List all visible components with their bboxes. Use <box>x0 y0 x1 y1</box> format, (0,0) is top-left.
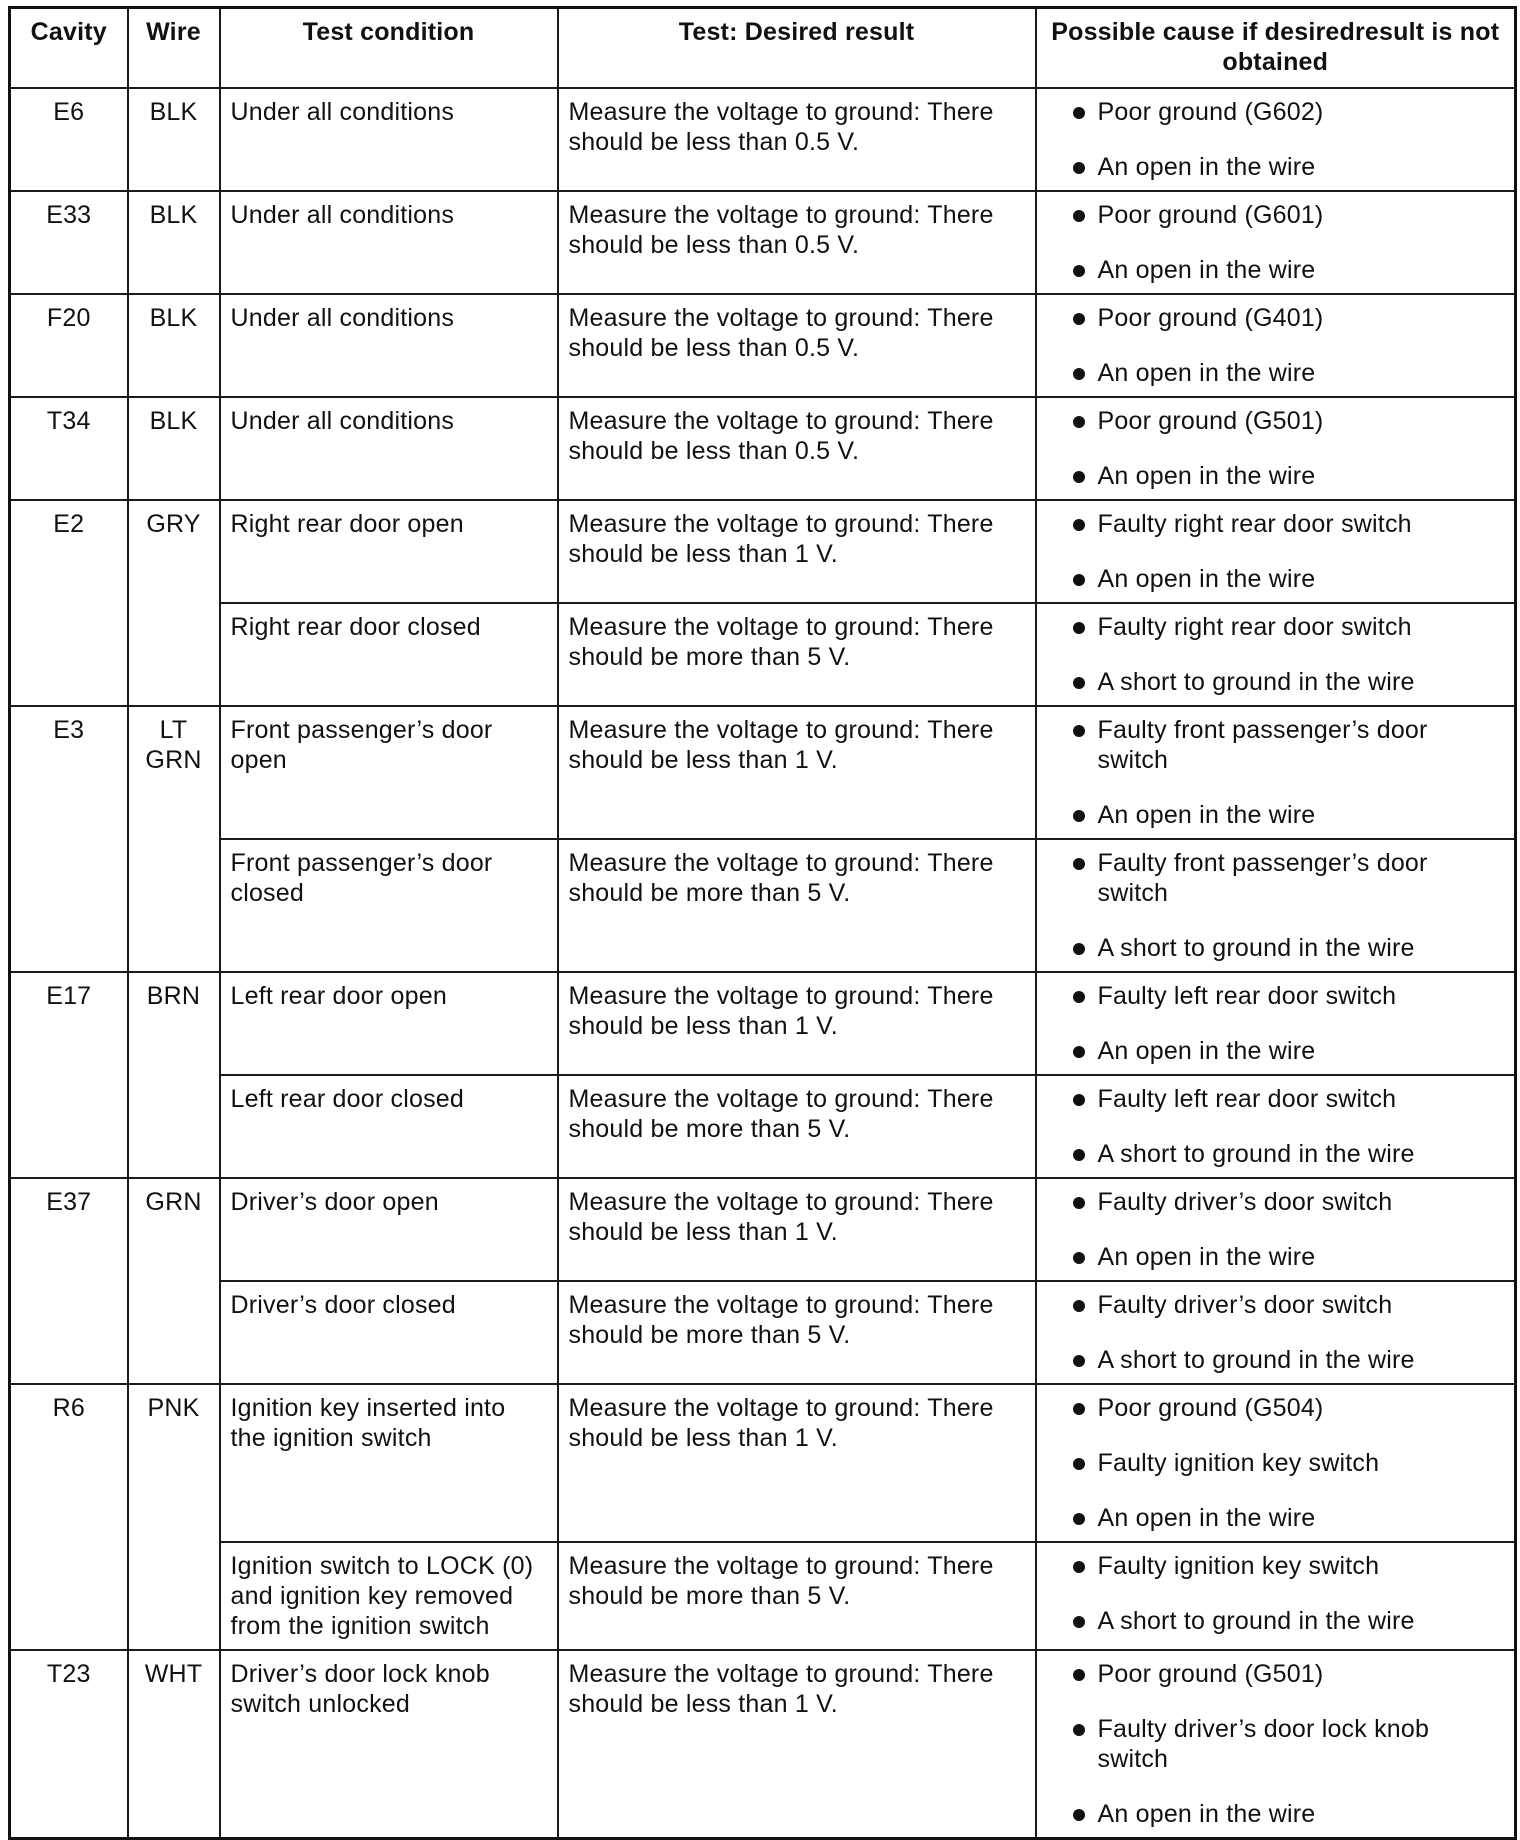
bullet-icon <box>1073 1616 1085 1628</box>
cause-list <box>1047 1393 1505 1533</box>
cause-item <box>1047 1799 1505 1829</box>
test-condition-cell: Ignition key inserted into the ignition switch <box>220 1384 558 1542</box>
bullet-icon <box>1073 1197 1085 1209</box>
bullet-icon <box>1073 1046 1085 1058</box>
possible-cause-cell <box>1036 1384 1516 1542</box>
header-possible-cause: Possible cause if desiredresult is not obtained <box>1036 8 1516 89</box>
table-row <box>10 839 1516 972</box>
table-row <box>10 706 1516 839</box>
bullet-icon <box>1073 1561 1085 1573</box>
cavity-cell: F20 <box>10 294 128 397</box>
cause-list <box>1047 1290 1505 1375</box>
cause-item <box>1047 1659 1505 1689</box>
desired-result-cell: Measure the voltage to ground: There should be less than 0.5 V. <box>558 191 1036 294</box>
cause-text: Poor ground (G501) <box>1097 407 1324 435</box>
test-condition-cell: Left rear door closed <box>220 1075 558 1178</box>
wire-cell: LT GRN <box>128 706 220 972</box>
desired-result-cell: Measure the voltage to ground: There should be less than 1 V. <box>558 1178 1036 1281</box>
cause-item <box>1047 800 1505 830</box>
cause-text: An open in the wire <box>1097 1243 1316 1271</box>
cause-list <box>1047 1659 1505 1829</box>
cause-item <box>1047 1187 1505 1217</box>
desired-result-cell: Measure the voltage to ground: There should be less than 0.5 V. <box>558 294 1036 397</box>
cavity-cell: T23 <box>10 1650 128 1839</box>
table-row <box>10 1178 1516 1281</box>
bullet-icon <box>1073 265 1085 277</box>
desired-result-cell: Measure the voltage to ground: There should be less than 1 V. <box>558 500 1036 603</box>
desired-result-cell: Measure the voltage to ground: There should be less than 0.5 V. <box>558 88 1036 191</box>
cause-item <box>1047 200 1505 230</box>
bullet-icon <box>1073 107 1085 119</box>
desired-result-cell: Measure the voltage to ground: There should be less than 1 V. <box>558 972 1036 1075</box>
bullet-icon <box>1073 1403 1085 1415</box>
possible-cause-cell <box>1036 500 1516 603</box>
cause-list <box>1047 1187 1505 1272</box>
cause-item <box>1047 933 1505 963</box>
cause-item <box>1047 564 1505 594</box>
cause-text: Poor ground (G501) <box>1097 1660 1324 1688</box>
possible-cause-cell <box>1036 294 1516 397</box>
bullet-icon <box>1073 725 1085 737</box>
cause-text: An open in the wire <box>1097 801 1316 829</box>
bullet-icon <box>1073 622 1085 634</box>
possible-cause-cell <box>1036 1542 1516 1650</box>
cavity-cell: T34 <box>10 397 128 500</box>
cause-text: Faulty driver’s door switch <box>1097 1291 1393 1319</box>
bullet-icon <box>1073 1252 1085 1264</box>
cause-list <box>1047 509 1505 594</box>
cause-item <box>1047 461 1505 491</box>
cause-text: Faulty front passenger’s door switch <box>1097 849 1428 907</box>
header-cavity: Cavity <box>10 8 128 89</box>
cause-item <box>1047 1448 1505 1478</box>
table-row <box>10 1281 1516 1384</box>
cavity-cell: E17 <box>10 972 128 1178</box>
cause-text: A short to ground in the wire <box>1097 1607 1415 1635</box>
cause-list <box>1047 1084 1505 1169</box>
cause-text: Poor ground (G401) <box>1097 304 1324 332</box>
cause-item <box>1047 152 1505 182</box>
cavity-cell: E33 <box>10 191 128 294</box>
test-condition-cell: Driver’s door closed <box>220 1281 558 1384</box>
cause-list <box>1047 848 1505 963</box>
cause-text: Faulty right rear door switch <box>1097 613 1412 641</box>
test-condition-cell: Front passenger’s door closed <box>220 839 558 972</box>
bullet-icon <box>1073 574 1085 586</box>
test-condition-cell: Right rear door closed <box>220 603 558 706</box>
cause-text: Poor ground (G504) <box>1097 1394 1324 1422</box>
bullet-icon <box>1073 162 1085 174</box>
diagnostic-table <box>8 6 1517 1840</box>
cause-text: A short to ground in the wire <box>1097 1140 1415 1168</box>
cause-list <box>1047 97 1505 182</box>
possible-cause-cell <box>1036 88 1516 191</box>
cause-text: An open in the wire <box>1097 1504 1316 1532</box>
cause-item <box>1047 715 1505 775</box>
test-condition-cell: Driver’s door lock knob switch unlocked <box>220 1650 558 1839</box>
possible-cause-cell <box>1036 397 1516 500</box>
bullet-icon <box>1073 677 1085 689</box>
table-row <box>10 1650 1516 1839</box>
bullet-icon <box>1073 1300 1085 1312</box>
bullet-icon <box>1073 471 1085 483</box>
cause-text: Faulty front passenger’s door switch <box>1097 716 1428 774</box>
cause-text: Faulty ignition key switch <box>1097 1552 1380 1580</box>
bullet-icon <box>1073 810 1085 822</box>
cavity-cell: E2 <box>10 500 128 706</box>
cause-item <box>1047 1242 1505 1272</box>
possible-cause-cell <box>1036 603 1516 706</box>
cause-item <box>1047 1290 1505 1320</box>
bullet-icon <box>1073 210 1085 222</box>
bullet-icon <box>1073 1149 1085 1161</box>
cavity-cell: E6 <box>10 88 128 191</box>
bullet-icon <box>1073 519 1085 531</box>
desired-result-cell: Measure the voltage to ground: There should be more than 5 V. <box>558 1281 1036 1384</box>
table-row <box>10 191 1516 294</box>
cause-item <box>1047 667 1505 697</box>
possible-cause-cell <box>1036 706 1516 839</box>
cause-list <box>1047 303 1505 388</box>
wire-cell: BLK <box>128 397 220 500</box>
bullet-icon <box>1073 1094 1085 1106</box>
table-row <box>10 294 1516 397</box>
cause-list <box>1047 612 1505 697</box>
cause-text: An open in the wire <box>1097 153 1316 181</box>
test-condition-cell: Under all conditions <box>220 294 558 397</box>
cause-item <box>1047 303 1505 333</box>
possible-cause-cell <box>1036 1075 1516 1178</box>
cause-text: An open in the wire <box>1097 1800 1316 1828</box>
cause-item <box>1047 981 1505 1011</box>
cause-text: An open in the wire <box>1097 1037 1316 1065</box>
cause-item <box>1047 1084 1505 1114</box>
cause-item <box>1047 1393 1505 1423</box>
possible-cause-cell <box>1036 1650 1516 1839</box>
cause-text: A short to ground in the wire <box>1097 668 1415 696</box>
wire-cell: GRY <box>128 500 220 706</box>
table-row <box>10 397 1516 500</box>
cause-text: Faulty driver’s door lock knob switch <box>1097 1715 1430 1773</box>
cause-list <box>1047 715 1505 830</box>
table-row <box>10 1542 1516 1650</box>
cause-list <box>1047 406 1505 491</box>
cause-text: Faulty right rear door switch <box>1097 510 1412 538</box>
desired-result-cell: Measure the voltage to ground: There should be more than 5 V. <box>558 839 1036 972</box>
cause-text: An open in the wire <box>1097 256 1316 284</box>
table-row <box>10 88 1516 191</box>
cause-text: Faulty left rear door switch <box>1097 982 1397 1010</box>
table-row <box>10 1384 1516 1542</box>
test-condition-cell: Under all conditions <box>220 88 558 191</box>
test-condition-cell: Ignition switch to LOCK (0) and ignition key removed from the ignition switch <box>220 1542 558 1650</box>
desired-result-cell: Measure the voltage to ground: There should be more than 5 V. <box>558 1075 1036 1178</box>
desired-result-cell: Measure the voltage to ground: There should be less than 1 V. <box>558 706 1036 839</box>
possible-cause-cell <box>1036 191 1516 294</box>
bullet-icon <box>1073 1669 1085 1681</box>
test-condition-cell: Left rear door open <box>220 972 558 1075</box>
test-condition-cell: Under all conditions <box>220 191 558 294</box>
cause-text: Faulty left rear door switch <box>1097 1085 1397 1113</box>
possible-cause-cell <box>1036 1281 1516 1384</box>
cause-item <box>1047 1036 1505 1066</box>
cause-text: Poor ground (G602) <box>1097 98 1324 126</box>
header-wire: Wire <box>128 8 220 89</box>
bullet-icon <box>1073 1724 1085 1736</box>
wire-cell: PNK <box>128 1384 220 1650</box>
cause-text: A short to ground in the wire <box>1097 1346 1415 1374</box>
cause-text: An open in the wire <box>1097 565 1316 593</box>
wire-cell: GRN <box>128 1178 220 1384</box>
header-row <box>10 8 1516 89</box>
possible-cause-cell <box>1036 839 1516 972</box>
table-body <box>10 88 1516 1839</box>
cause-item <box>1047 255 1505 285</box>
bullet-icon <box>1073 858 1085 870</box>
bullet-icon <box>1073 368 1085 380</box>
cause-item <box>1047 1345 1505 1375</box>
cause-item <box>1047 358 1505 388</box>
wire-cell: BLK <box>128 88 220 191</box>
cavity-cell: E3 <box>10 706 128 972</box>
test-condition-cell: Driver’s door open <box>220 1178 558 1281</box>
cause-text: An open in the wire <box>1097 462 1316 490</box>
cause-text: Faulty driver’s door switch <box>1097 1188 1393 1216</box>
bullet-icon <box>1073 313 1085 325</box>
bullet-icon <box>1073 943 1085 955</box>
table-row <box>10 603 1516 706</box>
cause-item <box>1047 848 1505 908</box>
possible-cause-cell <box>1036 1178 1516 1281</box>
header-test-condition: Test condition <box>220 8 558 89</box>
cause-item <box>1047 612 1505 642</box>
table-row <box>10 1075 1516 1178</box>
desired-result-cell: Measure the voltage to ground: There should be more than 5 V. <box>558 1542 1036 1650</box>
cause-item <box>1047 1714 1505 1774</box>
test-condition-cell: Under all conditions <box>220 397 558 500</box>
cause-item <box>1047 1139 1505 1169</box>
cause-item <box>1047 1606 1505 1636</box>
possible-cause-cell <box>1036 972 1516 1075</box>
desired-result-cell: Measure the voltage to ground: There should be less than 1 V. <box>558 1650 1036 1839</box>
desired-result-cell: Measure the voltage to ground: There should be less than 0.5 V. <box>558 397 1036 500</box>
cause-item <box>1047 1503 1505 1533</box>
cause-item <box>1047 509 1505 539</box>
wire-cell: BLK <box>128 191 220 294</box>
bullet-icon <box>1073 1513 1085 1525</box>
desired-result-cell: Measure the voltage to ground: There should be more than 5 V. <box>558 603 1036 706</box>
test-condition-cell: Right rear door open <box>220 500 558 603</box>
bullet-icon <box>1073 1458 1085 1470</box>
wire-cell: BLK <box>128 294 220 397</box>
table-row <box>10 500 1516 603</box>
bullet-icon <box>1073 1355 1085 1367</box>
bullet-icon <box>1073 416 1085 428</box>
table-row <box>10 972 1516 1075</box>
cause-text: Poor ground (G601) <box>1097 201 1324 229</box>
cause-item <box>1047 1551 1505 1581</box>
wire-cell: BRN <box>128 972 220 1178</box>
bullet-icon <box>1073 991 1085 1003</box>
test-condition-cell: Front passenger’s door open <box>220 706 558 839</box>
cause-list <box>1047 1551 1505 1636</box>
cavity-cell: E37 <box>10 1178 128 1384</box>
cavity-cell: R6 <box>10 1384 128 1650</box>
cause-list <box>1047 981 1505 1066</box>
desired-result-cell: Measure the voltage to ground: There should be less than 1 V. <box>558 1384 1036 1542</box>
cause-list <box>1047 200 1505 285</box>
wire-cell: WHT <box>128 1650 220 1839</box>
header-desired-result: Test: Desired result <box>558 8 1036 89</box>
cause-item <box>1047 97 1505 127</box>
cause-text: Faulty ignition key switch <box>1097 1449 1380 1477</box>
bullet-icon <box>1073 1809 1085 1821</box>
cause-text: A short to ground in the wire <box>1097 934 1415 962</box>
cause-item <box>1047 406 1505 436</box>
cause-text: An open in the wire <box>1097 359 1316 387</box>
